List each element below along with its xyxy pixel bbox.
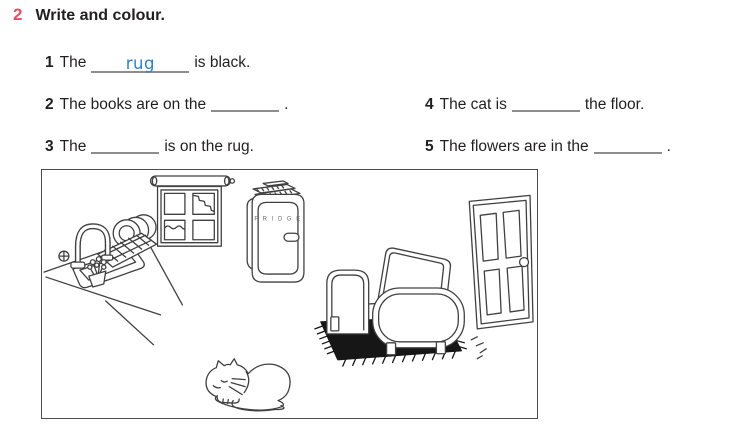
sentence-4-text-after: the floor.	[584, 96, 645, 113]
sentence-5-number: 5	[425, 138, 434, 155]
fridge-icon	[247, 194, 304, 282]
sentence-2-text-before: The books are on the	[59, 96, 207, 113]
sentence-5-text-after: .	[666, 138, 671, 155]
sentence-1	[45, 54, 250, 73]
sentence-4-number: 4	[425, 96, 434, 113]
sentence-1-answer-blank[interactable]	[91, 55, 189, 73]
door-knob-icon	[520, 258, 529, 267]
sentence-1-text-before: The	[59, 54, 87, 71]
motion-marks-icon	[471, 337, 486, 359]
sentence-1-answer-text: rug	[125, 54, 155, 73]
sentence-1-number: 1	[45, 54, 54, 71]
sleeping-cat-icon	[206, 359, 290, 411]
sentence-3	[45, 136, 254, 156]
sentence-2-text-after: .	[284, 96, 289, 113]
fridge-label: F R I D G E	[254, 216, 302, 223]
sentence-5-answer-blank[interactable]	[594, 136, 662, 154]
sentence-4	[425, 94, 644, 114]
sentence-1-text-after: is black.	[194, 54, 251, 71]
exercise-number: 2	[13, 5, 23, 24]
sentence-3-number: 3	[45, 138, 54, 155]
sentence-2	[45, 94, 288, 114]
sentence-5-text-before: The flowers are in the	[439, 138, 589, 155]
window-icon	[151, 176, 235, 246]
sentence-5	[425, 136, 671, 156]
scene-illustration	[41, 169, 538, 419]
sentence-4-text-before: The cat is	[439, 96, 507, 113]
sentence-2-number: 2	[45, 96, 54, 113]
sentence-3-answer-blank[interactable]	[91, 136, 159, 154]
sentence-3-text-after: is on the rug.	[164, 138, 254, 155]
sentence-3-text-before: The	[59, 138, 87, 155]
door-icon	[469, 195, 533, 328]
sentence-2-answer-blank[interactable]	[211, 94, 279, 112]
sentence-4-answer-blank[interactable]	[512, 94, 580, 112]
exercise-heading	[13, 5, 165, 25]
exercise-title: Write and colour.	[35, 7, 165, 24]
